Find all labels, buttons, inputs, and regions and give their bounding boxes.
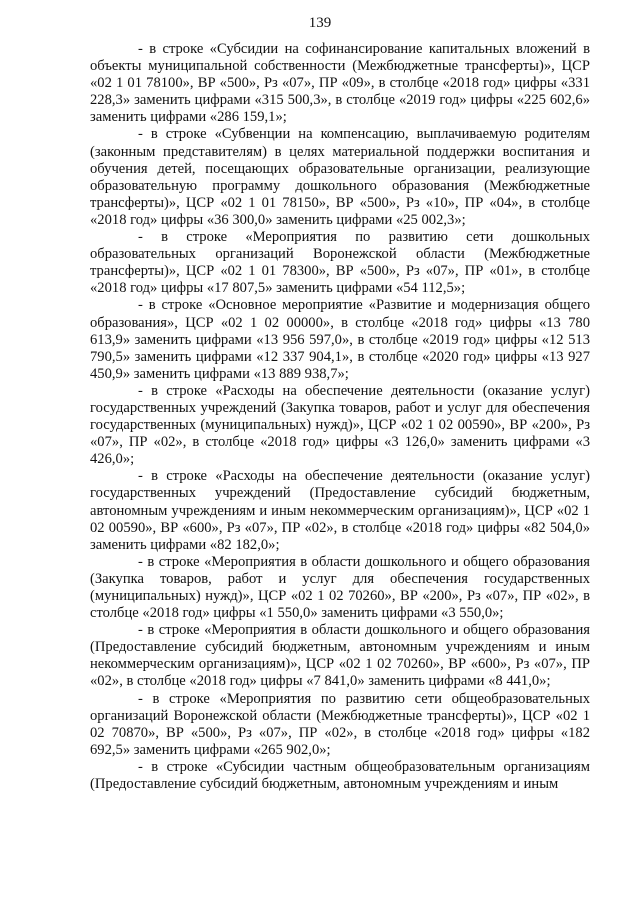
paragraph: - в строке «Основное мероприятие «Развитие и модернизация общего образования», ЦСР «02 1 02 00000», в столбце «2018 год» цифры «13 780 613,9» заменить цифрами «13 956 597,0», в столбце «2019 год» цифры «12 513 790,5» заменить цифрами «12 337 904,1», в столбце «2020 год» цифры «13 927 450,9» заменить цифрами «13 889 938,7»; bbox=[90, 297, 590, 382]
paragraph: - в строке «Субсидии частным общеобразовательным организациям (Предоставление субсидий бюджетным, автономным учреждениям и иным bbox=[90, 758, 590, 793]
paragraph: - в строке «Мероприятия в области дошкольного и общего образования (Предоставление субсидий бюджетным, автономным учреждениям и иным некоммерческим организациям)», ЦСР «02 1 02 70260», ВР «600», Рз «07», ПР «02», в столбце «2018 год» цифры «7 841,0» заменить цифрами «8 441,0»; bbox=[90, 622, 590, 690]
paragraph: - в строке «Мероприятия по развитию сети общеобразовательных организаций Воронежской области (Межбюджетные трансферты)», ЦСР «02 1 02 70870», ВР «500», Рз «07», ПР «02», в столбце «2018 год» цифры «182 692,5» заменить цифрами «265 902,0»; bbox=[90, 690, 590, 758]
paragraph: - в строке «Расходы на обеспечение деятельности (оказание услуг) государственных учреждений (Предоставление субсидий бюджетным, автономным учреждениям и иным некоммерческим организациям)», ЦСР «02 1 02 00590», ВР «600», Рз «07», ПР «02», в столбце «2018 год» цифры «82 504,0» заменить цифрами «82 182,0»; bbox=[90, 468, 590, 553]
paragraph: - в строке «Субвенции на компенсацию, выплачиваемую родителям (законным представителям) в целях материальной поддержки воспитания и обучения детей, посещающих образовательные организации, реализующие образовательную программу дошкольного образования (Межбюджетные трансферты)», ЦСР «02 1 01 78150», ВР «500», Рз «10», ПР «04», в столбце «2018 год» цифры «36 300,0» заменить цифрами «25 002,3»; bbox=[90, 126, 590, 228]
paragraph: - в строке «Расходы на обеспечение деятельности (оказание услуг) государственных учреждений (Закупка товаров, работ и услуг для обеспечения государственных (муниципальных) нужд)», ЦСР «02 1 02 00590», ВР «200», Рз «07», ПР «02», в столбце «2018 год» цифры «3 126,0» заменить цифрами «3 426,0»; bbox=[90, 382, 590, 468]
page-number: 139 bbox=[308, 15, 332, 31]
paragraph: - в строке «Мероприятия в области дошкольного и общего образования (Закупка товаров, работ и услуг для обеспечения государственных (муниципальных) нужд)», ЦСР «02 1 02 70260», ВР «200», Рз «07», ПР «02», в столбце «2018 год» цифры «1 550,0» заменить цифрами «3 550,0»; bbox=[90, 553, 590, 622]
paragraph: - в строке «Мероприятия по развитию сети дошкольных образовательных организаций Воронежской области (Межбюджетные трансферты)», ЦСР «02 1 01 78300», ВР «500», Рз «07», ПР «01», в столбце «2018 год» цифры «17 807,5» заменить цифрами «54 112,5»; bbox=[90, 229, 590, 297]
paragraph: - в строке «Субсидии на софинансирование капитальных вложений в объекты муниципальной собственности (Межбюджетные трансферты)», ЦСР «02 1 01 78100», ВР «500», Рз «07», ПР «09», в столбце «2018 год» цифры «331 228,3» заменить цифрами «315 500,3», в столбце «2019 год» цифры «225 602,6» заменить цифрами «286 159,1»; bbox=[90, 41, 590, 126]
page-content bbox=[90, 41, 590, 793]
